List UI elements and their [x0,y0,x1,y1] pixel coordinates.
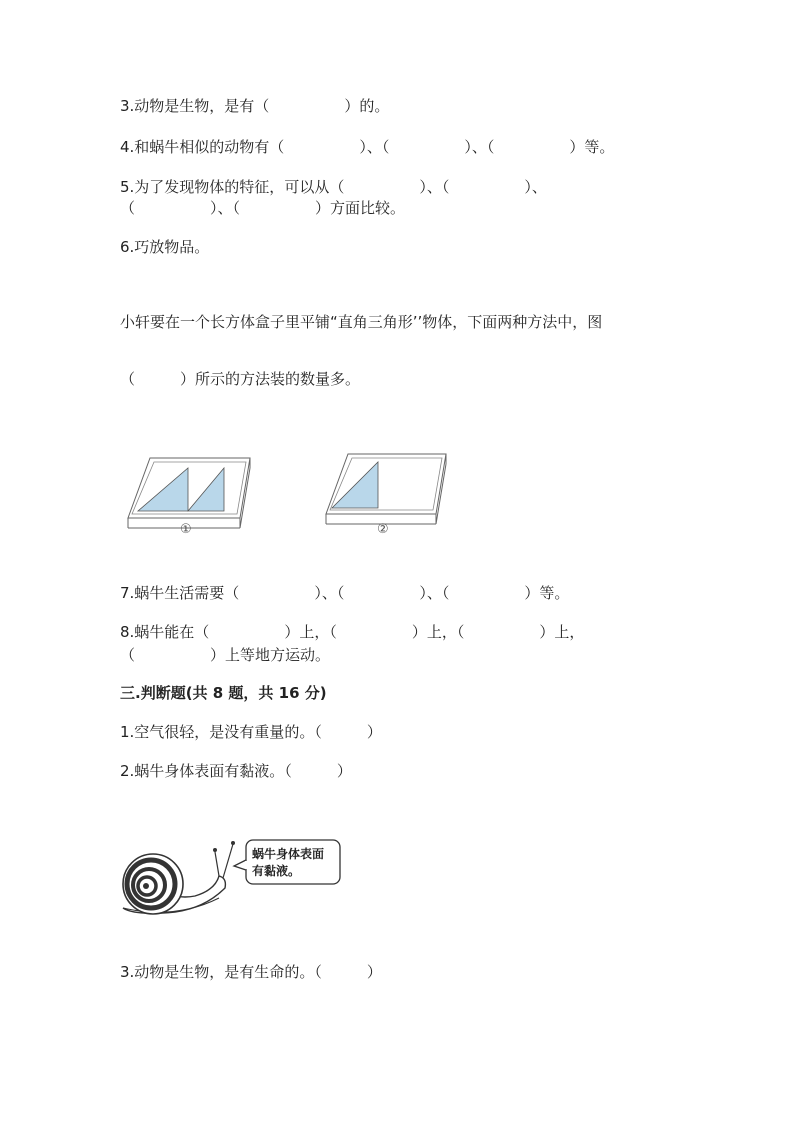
fill-q5-line1: 5.为了发现物体的特征，可以从（ ）、（ ）、 [120,178,547,196]
fill-q6-desc-line2: （ ）所示的方法装的数量多。 [120,370,361,388]
judge-q3: 3.动物是生物，是有生命的。（ ） [120,963,382,981]
fill-q8-line2: （ ）上等地方运动。 [120,646,331,664]
fill-q7: 7.蜗牛生活需要（ ）、（ ）、（ ）等。 [120,584,570,602]
fill-q6-desc-line1: 小轩要在一个长方体盒子里平铺“直角三角形’’物体，下面两种方法中，图 [120,313,603,331]
snail-illustration [115,838,235,920]
fill-q5-line2: （ ）、（ ）方面比较。 [120,199,406,217]
fill-q4: 4.和蜗牛相似的动物有（ ）、（ ）、（ ）等。 [120,138,615,156]
judge-q1: 1.空气很轻，是没有重量的。（ ） [120,723,382,741]
fill-q8-line1: 8.蜗牛能在（ ）上，（ ）上，（ ）上， [120,623,585,641]
figure-label-2: ② [377,522,389,537]
fill-q3: 3.动物是生物，是有（ ）的。 [120,97,390,115]
box-figure-2 [318,450,463,545]
judge-q2: 2.蜗牛身体表面有黏液。（ ） [120,762,352,780]
speech-text-line2: 有黏液。 [252,864,301,878]
section-title: 三.判断题(共 8 题，共 16 分) [120,684,327,702]
fill-q6: 6.巧放物品。 [120,238,210,256]
speech-text-line1: 蜗牛身体表面 [252,847,325,861]
figure-label-1: ① [180,522,192,537]
